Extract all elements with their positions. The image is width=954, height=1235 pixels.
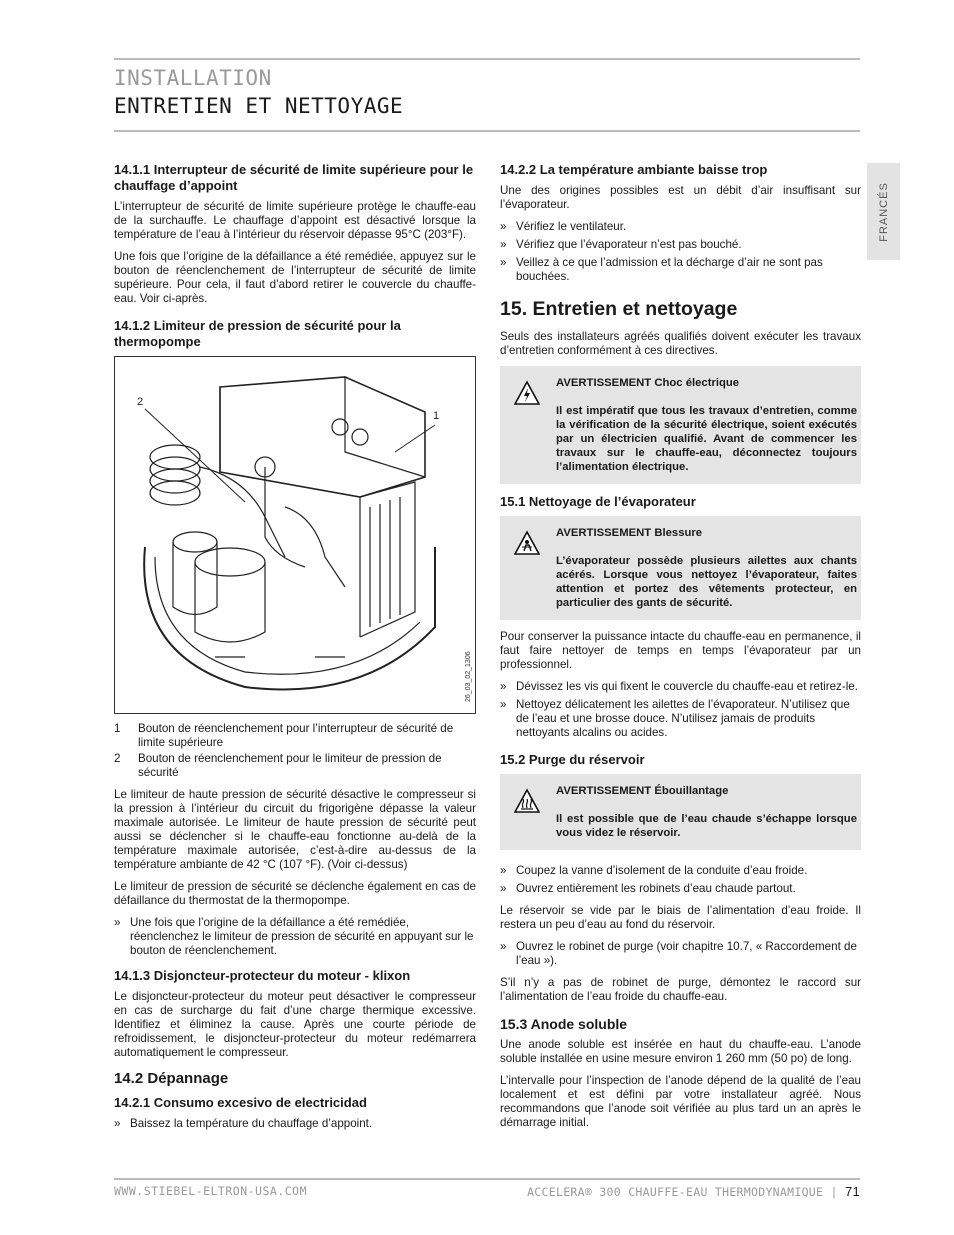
bullet-list (114, 1117, 476, 1131)
bullet-item: » Ouvrez entièrement les robinets d’eau chaude partout. (500, 882, 861, 896)
language-tab (867, 163, 900, 260)
paragraph: Une anode soluble est insérée en haut du chauffe-eau. L’anode soluble installée en usine mesure environ 1 260 mm (50 po) de long. (500, 1038, 861, 1065)
page-number: 71 (844, 1184, 860, 1199)
heading-15-3: 15.3 Anode soluble (500, 1016, 628, 1032)
paragraph: Le limiteur de haute pression de sécurité désactive le compresseur si la pression à l’intérieur du circuit du frigorigène dépasse la valeur maximale autorisée. Le limiteur de haute pression de sécurité peut aussi se déclencher si le chauffe-eau fonctionne au-delà de la température maximale autorisée, c’est-à-dire au-dessus de la température ambiante de 42 °C (107 °F). (Voir ci-dessus) (114, 788, 476, 871)
warning-electric-shock (500, 366, 861, 484)
warning-text: Il est impératif que tous les travaux d’entretien, comme la vérification de la sécurité électrique, soient exécutés par un électricien qualifié. Avant de commencer les travaux sur le chauffe-eau, déconnectez toujours l’alimentation électrique. (556, 405, 857, 473)
footer-product (527, 1184, 860, 1199)
injury-icon (514, 530, 540, 556)
heading-15-1: 15.1 Nettoyage de l’évaporateur (500, 494, 696, 509)
legend-text: Bouton de réenclenchement pour le limiteur de pression de sécurité (138, 752, 442, 779)
bullet-list (500, 680, 861, 740)
legend-text: Bouton de réenclenchement pour l’interrupteur de sécurité de limite supérieure (138, 722, 454, 749)
footer-product-name: ACCELERA® 300 CHAUFFE-EAU THERMODYNAMIQUE | (527, 1185, 838, 1199)
warning-text: Il est possible que de l’eau chaude s’échappe lorsque vous videz le réservoir. (556, 813, 857, 839)
paragraph: Seuls des installateurs agréés qualifiés doivent exécuter les travaux d’entretien conformément à ces directives. (500, 330, 861, 357)
heading-14-2-2: 14.2.2 La température ambiante baisse trop (500, 162, 768, 177)
heading-14-2-1: 14.2.1 Consumo excesivo de electricidad (114, 1095, 367, 1110)
bullet-item: » Dévissez les vis qui fixent le couvercle du chauffe-eau et retirez-le. (500, 680, 861, 694)
bullet-item: » Vérifiez le ventilateur. (500, 220, 861, 234)
warning-text: L’évaporateur possède plusieurs ailettes aux chants acérés. Lorsque vous nettoyez l’évaporateur, faites attention et portez des vêtements protecteur, en particulier des gants de sécurité. (556, 555, 857, 609)
figure-label-2: 2 (137, 396, 144, 408)
heat-pump-drawing (115, 357, 475, 713)
warning-injury (500, 516, 861, 620)
footer-rule (114, 1178, 860, 1180)
legend-item (114, 752, 476, 780)
bullet-item: » Ouvrez le robinet de purge (voir chapitre 10.7, « Raccordement de l’eau »). (500, 940, 861, 968)
bullet-list (500, 940, 861, 968)
header-section: INSTALLATION (114, 66, 272, 90)
heat-pump-figure (114, 356, 476, 714)
header-rule-top (114, 58, 860, 60)
figure-legend (114, 722, 476, 780)
bullet-list (500, 220, 861, 284)
legend-number: 1 (114, 722, 121, 735)
right-column (500, 162, 861, 1138)
heading-15-2: 15.2 Purge du réservoir (500, 752, 645, 767)
paragraph: Une fois que l’origine de la défaillance a été remédiée, appuyez sur le bouton de réenclenchement de l’interrupteur de sécurité de limite supérieure. Pour cela, il faut d’abord retirer le couvercle du chauffe-eau. Voir ci-après. (114, 250, 476, 305)
bullet-item: » Coupez la vanne d’isolement de la conduite d’eau froide. (500, 864, 861, 878)
bullet-item: » Veillez à ce que l’admission et la décharge d’air ne sont pas bouchées. (500, 256, 861, 284)
header-rule-bottom (114, 130, 860, 132)
paragraph: Une des origines possibles est un débit d’air insuffisant sur l’évaporateur. (500, 184, 861, 211)
legend-number: 2 (114, 752, 121, 765)
heading-14-1-1: 14.1.1 Interrupteur de sécurité de limite supérieure pour le chauffage d’appoint (114, 162, 474, 193)
language-tab-label: FRANCÉS (877, 181, 890, 242)
bullet-item: » Une fois que l’origine de la défaillance a été remédiée, réenclenchez le limiteur de pression de sécurité en appuyant sur le bouton de réenclenchement. (114, 916, 476, 958)
scalding-icon (514, 788, 540, 814)
bullet-item: » Nettoyez délicatement les ailettes de l’évaporateur. N’utilisez que de l’eau et une brosse douce. N’utilisez jamais de produits nettoyants alcalins ou acides. (500, 698, 861, 740)
paragraph: L’intervalle pour l’inspection de l’anode dépend de la qualité de l’eau localement et est défini par votre installateur agréé. Nous recommandons que l’anode soit vérifiée au plus tard un an après le démarrage initial. (500, 1074, 861, 1129)
figure-label-1: 1 (433, 410, 440, 422)
paragraph: Le disjoncteur-protecteur du moteur peut désactiver le compresseur en cas de surcharge du fait d’une charge thermique excessive. Identifiez et éliminez la cause. Après une courte période de refroidissement, le disjoncteur-protecteur du moteur redémarrera automatiquement le compresseur. (114, 990, 476, 1059)
paragraph: L’interrupteur de sécurité de limite supérieure protège le chauffe-eau de la surchauffe. Le chauffage d’appoint est désactivé lorsque la température de l’eau à l’intérieur du réservoir dépasse 95°C (203°F). (114, 200, 476, 241)
bullet-list (114, 916, 476, 958)
legend-item (114, 722, 476, 750)
figure-code: 26_03_02_1306 (465, 651, 472, 702)
warning-title: AVERTISSEMENT Ébouillantage (556, 785, 729, 797)
paragraph: Pour conserver la puissance intacte du chauffe-eau en permanence, il faut faire nettoyer de temps en temps l’évaporateur par un professionnel. (500, 630, 861, 671)
electric-shock-icon (514, 380, 540, 406)
warning-title: AVERTISSEMENT Blessure (556, 527, 703, 539)
heading-14-2: 14.2 Dépannage (114, 1070, 229, 1087)
paragraph: Le limiteur de pression de sécurité se déclenche également en cas de défaillance du thermostat de la thermopompe. (114, 880, 476, 907)
footer-website: WWW.STIEBEL-ELTRON-USA.COM (114, 1184, 308, 1198)
header-title: ENTRETIEN ET NETTOYAGE (114, 94, 404, 118)
paragraph: Le réservoir se vide par le biais de l’alimentation d’eau froide. Il restera un peu d’eau au fond du réservoir. (500, 904, 861, 931)
heading-14-1-3: 14.1.3 Disjoncteur-protecteur du moteur - klixon (114, 968, 411, 983)
bullet-list (500, 864, 861, 896)
heading-14-1-2: 14.1.2 Limiteur de pression de sécurité pour la thermopompe (114, 318, 401, 349)
bullet-item: » Baissez la température du chauffage d’appoint. (114, 1117, 476, 1131)
bullet-item: » Vérifiez que l’évaporateur n’est pas bouché. (500, 238, 861, 252)
paragraph: S’il n’y a pas de robinet de purge, démontez le raccord sur l’alimentation de l’eau froide du chauffe-eau. (500, 976, 861, 1003)
warning-scalding (500, 774, 861, 850)
warning-title: AVERTISSEMENT Choc électrique (556, 377, 740, 389)
left-column (114, 162, 476, 1139)
heading-15: 15. Entretien et nettoyage (500, 298, 738, 320)
